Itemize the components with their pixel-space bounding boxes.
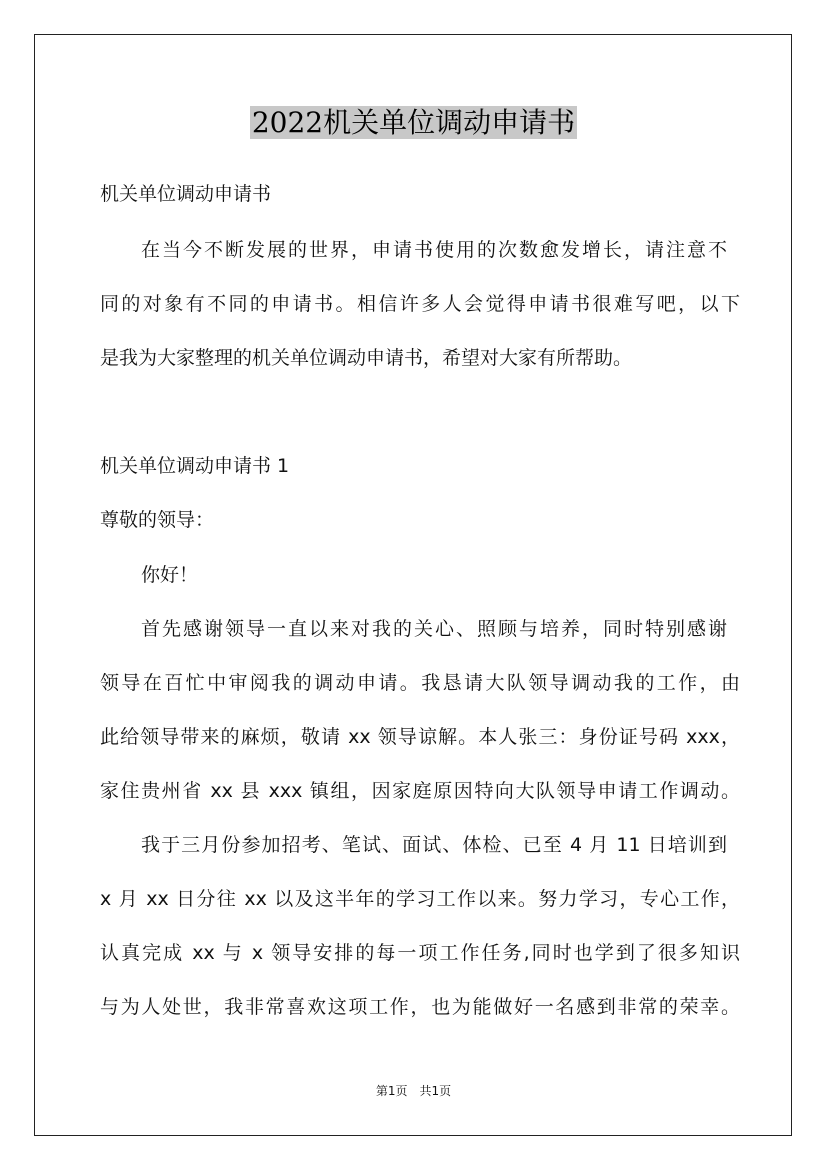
intro-line-1: 在当今不断发展的世界，申请书使用的次数愈发增长，请注意不 xyxy=(141,239,727,261)
paragraph1-line-2: 领导在百忙中审阅我的调动申请。我恳请大队领导调动我的工作，由 xyxy=(100,672,740,694)
intro-line-2: 同的对象有不同的申请书。相信许多人会觉得申请书很难写吧，以下 xyxy=(100,293,740,315)
paragraph2-line-4: 与为人处世，我非常喜欢这项工作，也为能做好一名感到非常的荣幸。 xyxy=(100,996,740,1018)
paragraph2-line-3: 认真完成 xx 与 x 领导安排的每一项工作任务,同时也学到了很多知识 xyxy=(100,942,740,964)
page-number: 第1页 共1页 xyxy=(375,1084,452,1098)
paragraph1-line-1: 首先感谢领导一直以来对我的关心、照顾与培养，同时特别感谢 xyxy=(141,618,727,640)
salutation: 尊敬的领导： xyxy=(100,509,215,531)
paragraph1-line-4: 家住贵州省 xx 县 xxx 镇组，因家庭原因特向大队领导申请工作调动。 xyxy=(100,780,740,802)
document-title: 2022机关单位调动申请书 xyxy=(251,106,576,139)
paragraph2-line-2: x 月 xx 日分往 xx 以及这半年的学习工作以来。努力学习，专心工作， xyxy=(100,888,740,910)
intro-line-3: 是我为大家整理的机关单位调动申请书，希望对大家有所帮助。 xyxy=(100,347,633,369)
paragraph2-line-1: 我于三月份参加招考、笔试、面试、体检、已至 4 月 11 日培训到 xyxy=(141,834,727,856)
greeting: 你好！ xyxy=(141,564,199,586)
section-title: 机关单位调动申请书 1 xyxy=(100,455,290,477)
paragraph1-line-3: 此给领导带来的麻烦，敬请 xx 领导谅解。本人张三：身份证号码 xxx， xyxy=(100,726,740,748)
document-heading: 机关单位调动申请书 xyxy=(100,183,272,205)
